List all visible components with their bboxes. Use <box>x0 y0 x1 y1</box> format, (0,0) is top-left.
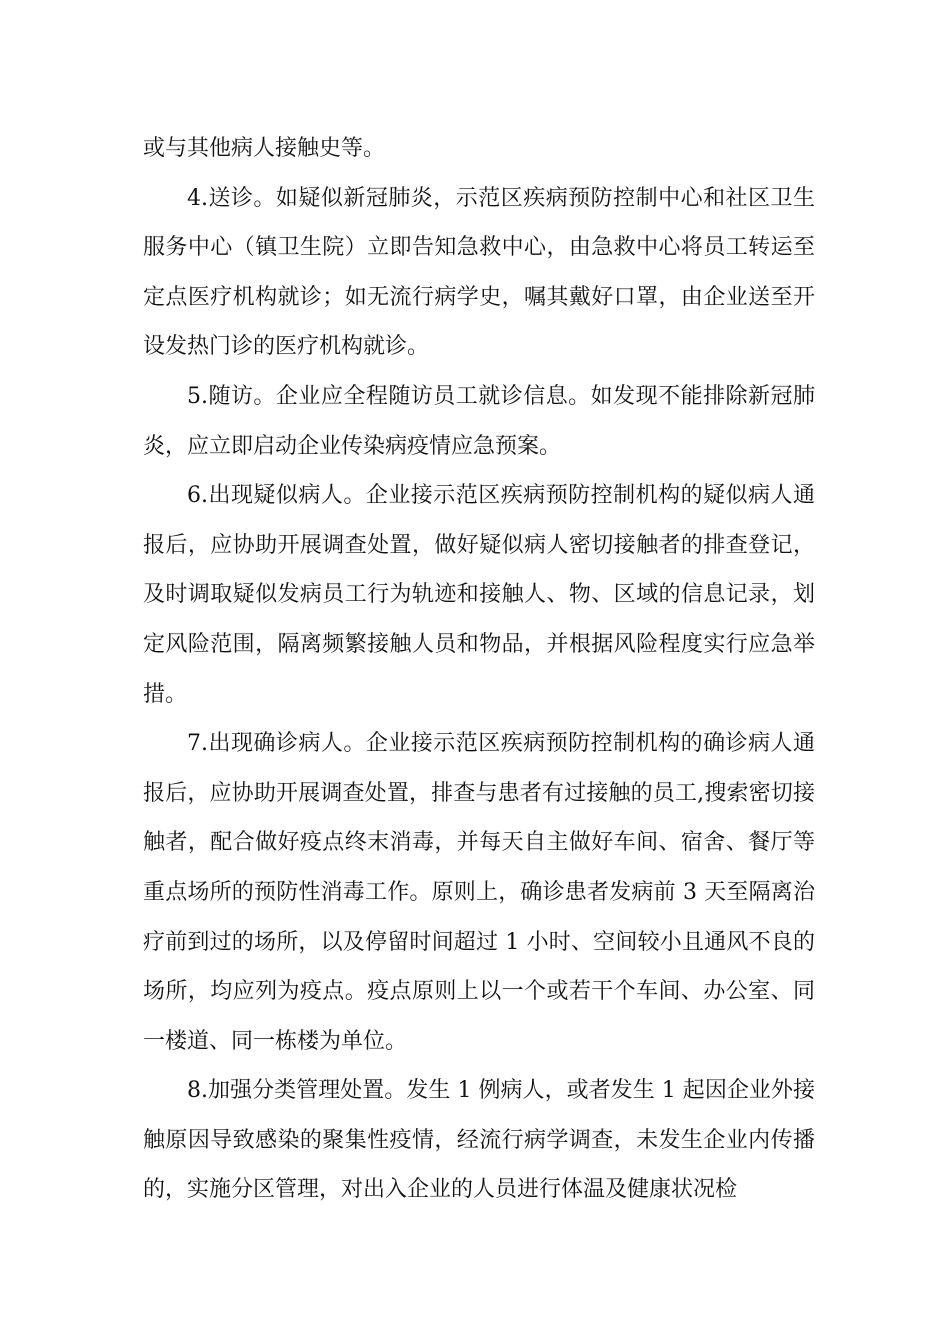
paragraph-follow-up: 5.随访。企业应全程随访员工就诊信息。如发现不能排除新冠肺炎，应立即启动企业传染病疫情应急预案。 <box>143 383 815 459</box>
paragraph-continuation: 或与其他病人接触史等。 <box>143 136 386 161</box>
paragraph-suspected-case: 6.出现疑似病人。企业接示范区疾病预防控制机构的疑似病人通报后，应协助开展调查处置，做好疑似病人密切接触者的排查登记，及时调取疑似发病员工行为轨迹和接触人、物、区域的信息记录，划定风险范围，隔离频繁接触人员和物品，并根据风险程度实行应急举措。 <box>143 483 815 707</box>
paragraph-confirmed-case: 7.出现确诊病人。企业接示范区疾病预防控制机构的确诊病人通报后，应协助开展调查处置，排查与患者有过接触的员工,搜索密切接触者，配合做好疫点终末消毒，并每天自主做好车间、宿舍、餐厅等重点场所的预防性消毒工作。原则上，确诊患者发病前 3 天至隔离治疗前到过的场所，以及停留时间超过 1 小时、空间较小且通风不良的场所，均应列为疫点。疫点原则上以一个或若干个车间、办公室、同一楼道、同一栋楼为单位。 <box>143 731 815 1054</box>
document-body <box>143 124 815 1215</box>
paragraph-classified-management: 8.加强分类管理处置。发生 1 例病人，或者发生 1 起因企业外接触原因导致感染的聚集性疫情，经流行病学调查，未发生企业内传播的，实施分区管理，对出入企业的人员进行体温及健康状况检 <box>143 1078 815 1203</box>
paragraph-referral: 4.送诊。如疑似新冠肺炎，示范区疾病预防控制中心和社区卫生服务中心（镇卫生院）立即告知急救中心，由急救中心将员工转运至定点医疗机构就诊；如无流行病学史，嘱其戴好口罩，由企业送至开设发热门诊的医疗机构就诊。 <box>143 185 815 360</box>
